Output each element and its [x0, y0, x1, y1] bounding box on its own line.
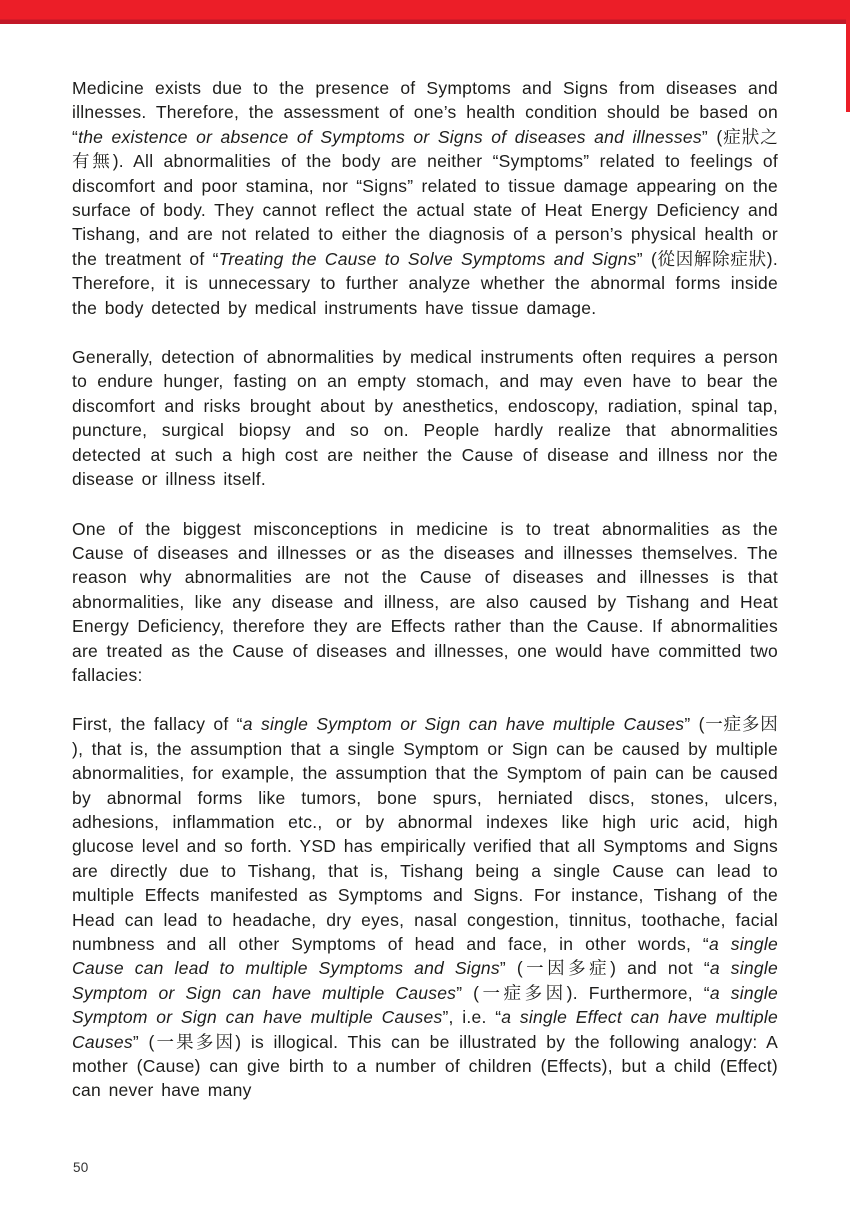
- italic-text-run: a single Symptom or Sign can have multiple Causes: [72, 958, 778, 1003]
- italic-text-run: Treating the Cause to Solve Symptoms and Signs: [218, 248, 637, 269]
- italic-text-run: a single Cause can lead to multiple Symptoms and Signs: [72, 934, 778, 979]
- italic-text-run: the existence or absence of Symptoms or Signs of diseases and illnesses: [78, 126, 702, 147]
- text-run: Generally, detection of abnormalities by medical instruments often requires a person to endure hunger, fasting on an empty stomach, and may even have to bear the discomfort and risks brought about by anesthetics, endoscopy, radiation, spinal tap, puncture, surgical biopsy and so on. People hardly realize that abnormalities detected at such a high cost are neither the Cause of disease and illness nor the disease or illness itself.: [72, 347, 778, 490]
- italic-text-run: a single Effect can have multiple Causes: [72, 1007, 779, 1052]
- text-run: ” (一症多因). Furthermore, “: [456, 982, 710, 1003]
- paragraph-2: [72, 345, 778, 491]
- paragraph-4: [72, 712, 778, 1103]
- page-number: 50: [73, 1160, 89, 1175]
- text-run: ” (一因多症) and not “: [499, 958, 710, 979]
- top-red-bar: [0, 0, 850, 24]
- paragraph-1: [72, 76, 778, 320]
- paragraph-3: [72, 517, 778, 688]
- text-run: ” (一果多因) is illogical. This can be illustrated by the following analogy: A mother (Cause) can give birth to a number of children (Effects), but a child (Effect) can never have many: [72, 1031, 778, 1101]
- text-run: ” (一症多因 ), that is, the assumption that a single Symptom or Sign can be caused by multiple abnormalities, for example, the assumption that the Symptom of pain can be caused by abnormal forms like tumors, bone spurs, herniated discs, stones, ulcers, adhesions, inflammation etc., or by abnormal indexes like high uric acid, high glucose level and so forth. YSD has empirically verified that all Symptoms and Signs are directly due to Tishang, that is, Tishang being a single Cause can lead to multiple Effects manifested as Symptoms and Signs. For instance, Tishang of the Head can lead to headache, dry eyes, nasal congestion, tinnitus, toothache, facial numbness and all other Symptoms of head and face, in other words, “: [72, 714, 778, 954]
- italic-text-run: a single Symptom or Sign can have multiple Causes: [72, 982, 778, 1028]
- text-run: ” (症狀之有無). All abnormalities of the body are neither “Symptoms” related to feelings of discomfort and poor stamina, nor “Signs” related to tissue damage appearing on the surface of body. They cannot reflect the actual state of Heat Energy Deficiency and Tishang, and are not related to either the diagnosis of a person’s physical health or the treatment of “: [72, 126, 778, 269]
- text-run: One of the biggest misconceptions in medicine is to treat abnormalities as the Cause of diseases and illnesses or as the diseases and illnesses themselves. The reason why abnormalities are not the Cause of diseases and illnesses is that abnormalities, like any disease and illness, are also caused by Tishang and Heat Energy Deficiency, therefore they are Effects rather than the Cause. If abnormalities are treated as the Cause of diseases and illnesses, one would have committed two fallacies:: [72, 518, 778, 685]
- italic-text-run: a single Symptom or Sign can have multiple Causes: [242, 714, 685, 735]
- page-content: [72, 76, 778, 1103]
- right-red-strip: [846, 0, 850, 112]
- text-run: ” (從因解除症狀). Therefore, it is unnecessary to further analyze whether the abnormal forms inside the body detected by medical instruments have tissue damage.: [72, 248, 778, 318]
- text-run: First, the fallacy of “: [72, 714, 243, 735]
- text-run: ”, i.e. “: [442, 1007, 502, 1028]
- text-run: Medicine exists due to the presence of Symptoms and Signs from diseases and illnesses. Therefore, the assessment of one’s health condition should be based on “: [72, 78, 778, 147]
